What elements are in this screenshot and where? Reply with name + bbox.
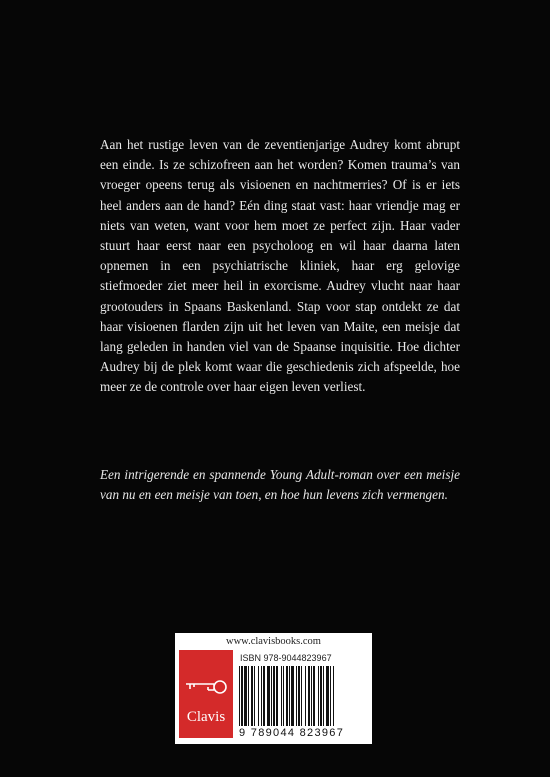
barcode-bar (239, 666, 240, 726)
barcode (239, 666, 369, 726)
barcode-bar (313, 666, 315, 726)
barcode-bar (244, 666, 247, 726)
barcode-bar (308, 666, 310, 726)
barcode-bar (311, 666, 312, 726)
barcode-bar (320, 666, 322, 726)
barcode-bar (267, 666, 270, 726)
barcode-bar (281, 666, 282, 726)
barcode-bar (248, 666, 249, 726)
barcode-bar (318, 666, 319, 726)
key-icon (184, 680, 228, 696)
barcode-bar (273, 666, 275, 726)
barcode-bar (323, 666, 324, 726)
barcode-number: 9 789044 823967 (239, 727, 345, 739)
barcode-bar (301, 666, 302, 726)
barcode-bar (296, 666, 297, 726)
blurb-text: Aan het rustige leven van de zeventienjarige Audrey komt abrupt een einde. Is ze schizofreen aan het worden? Komen trauma’s van vroeger opeens terug als visioenen en nachtmerries? Of is er iets heel anders aan de hand? Eén ding staat vast: haar vriendje mag er niets van weten, want voor hem moet ze perfect zijn. Haar vader stuurt haar eerst naar een psycholoog en wil haar daarna laten opnemen in een psychiatrische kliniek, haar erg gelovige stiefmoeder ziet meer heil in exorcisme. Audrey vlucht naar haar grootouders in Spaans Baskenland. Stap voor stap ontdekt ze dat haar visioenen flarden zijn uit het leven van Maite, een meisje dat lang geleden in handen viel van de Spaanse inquisitie. Hoe dichter Audrey bij de plek komt waar die geschiedenis zich afspeelde, hoe meer ze de controle over haar eigen leven verliest. (100, 137, 460, 395)
barcode-bar (291, 666, 294, 726)
barcode-bar (251, 666, 253, 726)
barcode-bar (276, 666, 278, 726)
tagline-text: Een intrigerende en spannende Young Adult-roman over een meisje van nu en een meisje van toen, en hoe hun levens zich vermengen. (100, 467, 460, 503)
isbn-text: ISBN 978-9044823967 (240, 653, 332, 663)
barcode-bar (286, 666, 288, 726)
barcode-bar (305, 666, 306, 726)
barcode-bar (330, 666, 331, 726)
barcode-bar (298, 666, 300, 726)
barcode-bar (263, 666, 265, 726)
barcode-bar (326, 666, 329, 726)
barcode-bar (283, 666, 284, 726)
barcode-bar (261, 666, 262, 726)
barcode-bar (333, 666, 334, 726)
barcode-bar (254, 666, 255, 726)
barcode-bar (289, 666, 290, 726)
publisher-url: www.clavisbooks.com (226, 636, 321, 647)
publisher-label (175, 633, 372, 744)
barcode-bar (241, 666, 243, 726)
barcode-bar (271, 666, 272, 726)
barcode-bar (258, 666, 259, 726)
clavis-logo (179, 650, 233, 738)
publisher-name: Clavis (186, 709, 226, 725)
